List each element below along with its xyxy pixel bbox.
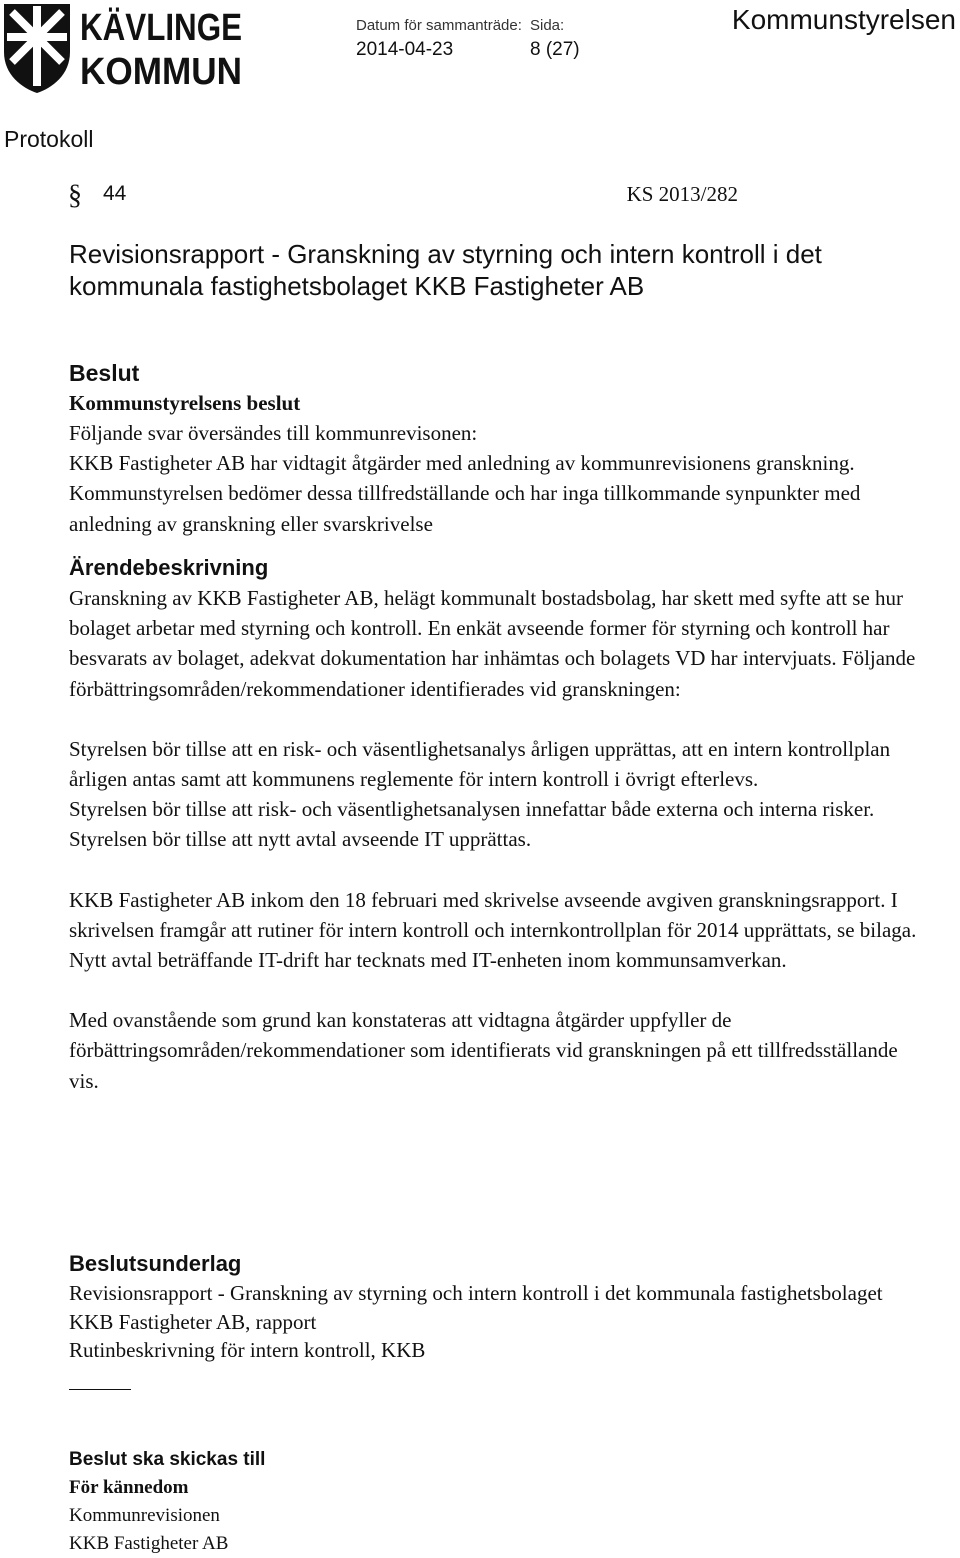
recommendation-item: Styrelsen bör tillse att en risk- och väsentlighetsanalys årligen upprättas, att en intern kontrollplan årligen antas samt att kommunens reglemente för intern kontroll i övrigt efterlevs. [69, 736, 891, 792]
paragraph-section-icon [68, 178, 84, 212]
svg-text:§: § [68, 180, 82, 211]
distribution-section [69, 1446, 919, 1558]
basis-list [69, 1279, 919, 1365]
conclusion-text: Med ovanstående som grund kan konstateras att vidtagna åtgärder uppfyller de förbättringsområden/rekommendationer som identifierats vid granskningen på ett tillfredsställande vis. [69, 1008, 898, 1093]
recommendation-item: Styrelsen bör tillse att nytt avtal avseende IT upprättas. [69, 827, 532, 852]
company-response: KKB Fastigheter AB inkom den 18 februari med skrivelse avseende avgiven granskningsrapport. I skrivelsen framgår att rutiner för intern kontroll och internkontrollplan för 2014 upprättats, se bilaga. Nytt avtal beträffande IT-drift har tecknats med IT-enheten inom kommunsamverkan. [69, 887, 917, 973]
basis-section [69, 1249, 919, 1365]
decision-heading: Beslut [69, 360, 140, 386]
description-heading: Ärendebeskrivning [69, 555, 269, 580]
basis-item: Revisionsrapport - Granskning av styrning och intern kontroll i det kommunala fastighetsbolaget KKB Fastigheter AB, rapport [69, 1281, 883, 1334]
municipality-logo [0, 0, 277, 95]
distribution-subheading: För kännedom [69, 1477, 189, 1498]
basis-heading: Beslutsunderlag [69, 1251, 242, 1276]
decision-section [69, 358, 919, 539]
item-title-block [69, 238, 919, 302]
item-number: 44 [103, 182, 127, 205]
meeting-date-label: Datum för sammanträde: [356, 17, 522, 34]
distribution-heading: Beslut ska skickas till [69, 1449, 266, 1470]
decision-subheading: Kommunstyrelsens beslut [69, 391, 301, 415]
decision-line: KKB Fastigheter AB har vidtagit åtgärder med anledning av kommunrevisionens granskning. Kommunstyrelsen bedömer dessa tillfredställande och har inga tillkommande synpunkter med anledning av granskning eller svarskrivelse [69, 451, 861, 536]
distribution-recipient: KKB Fastigheter AB [69, 1533, 229, 1554]
separator-line [69, 1389, 131, 1390]
case-number: KS 2013/282 [626, 182, 738, 206]
page-number: 8 (27) [530, 39, 580, 60]
description-intro: Granskning av KKB Fastigheter AB, helägt kommunalt bostadsbolag, har skett med syfte att se hur bolaget arbetar med styrning och kontroll. En enkät avseende former för styrning och kontroll har besvarats av bolaget, adekvat dokumentation har inhämtas och bolagets VD har intervjuats. Följande förbättringsområden/rekommendationer identifierades vid granskningen: [69, 586, 916, 701]
svg-text:KOMMUN: KOMMUN [80, 51, 242, 93]
distribution-recipient: Kommunrevisionen [69, 1505, 220, 1526]
svg-text:KÄVLINGE: KÄVLINGE [80, 7, 277, 49]
recommendation-item: Styrelsen bör tillse att risk- och väsentlighetsanalysen innefattar både externa och interna risker. [69, 797, 875, 822]
kavlinge-coat-of-arms-icon [0, 0, 277, 95]
decision-line: Följande svar översändes till kommunrevisonen: [69, 421, 478, 445]
document-type: Protokoll [4, 126, 94, 152]
committee-name: Kommunstyrelsen [731, 4, 956, 35]
decision-text [69, 418, 919, 539]
page-label: Sida: [530, 17, 565, 34]
meeting-date: 2014-04-23 [356, 39, 454, 60]
description-text [69, 583, 919, 1096]
item-title: Revisionsrapport - Granskning av styrning och intern kontroll i det kommunala fastighetsbolaget KKB Fastigheter AB [69, 239, 822, 301]
basis-item: Rutinbeskrivning för intern kontroll, KKB [69, 1338, 426, 1362]
description-section [69, 553, 919, 1096]
